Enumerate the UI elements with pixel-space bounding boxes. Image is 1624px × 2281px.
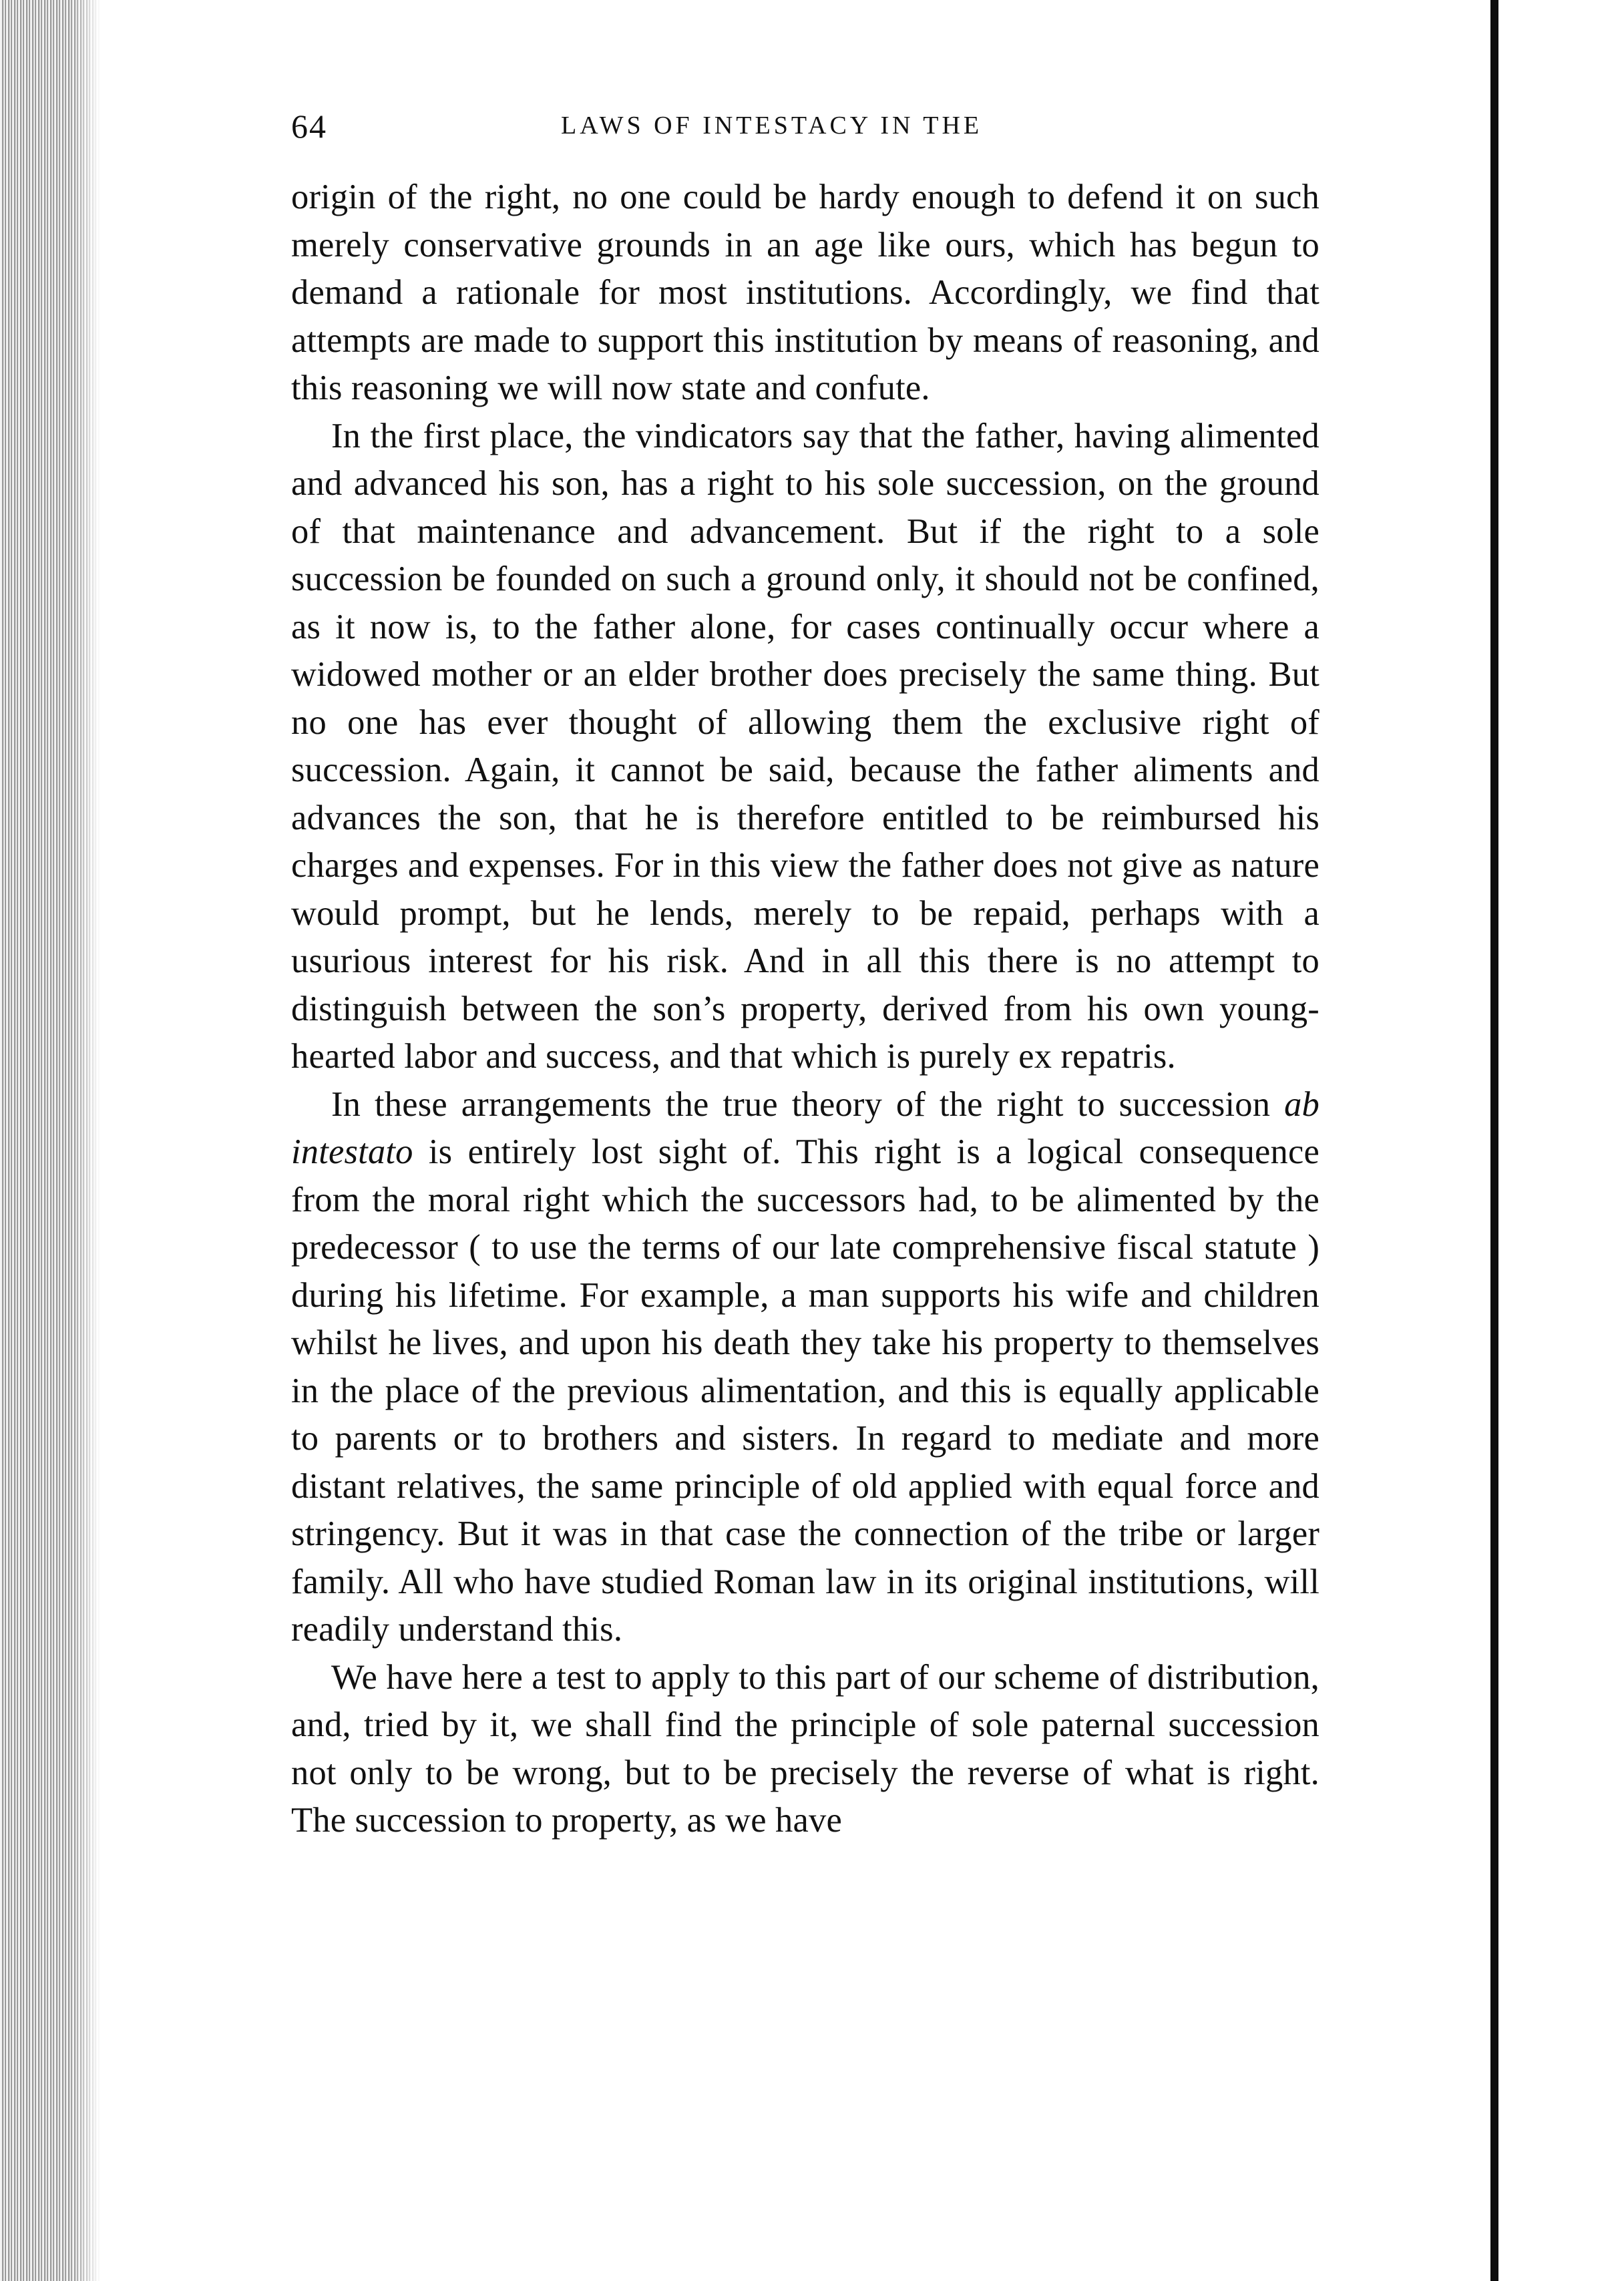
gutter-rule bbox=[1490, 0, 1498, 2281]
page-number: 64 bbox=[291, 108, 327, 145]
paragraph-4: We have here a test to apply to this part of our scheme of distribution, and, tried by it, we shall find the principle of sole paternal succession not only to be wrong, but to be precisely the reverse of what is right. The succession to property, as we have bbox=[291, 1657, 1320, 1840]
body-text bbox=[291, 174, 1320, 1845]
running-title: LAWS OF INTESTACY IN THE bbox=[561, 112, 983, 140]
page-edges bbox=[0, 0, 100, 2281]
book-page bbox=[291, 100, 1320, 1845]
paragraph-3-text-before: In these arrangements the true theory of the right to succession bbox=[331, 1084, 1285, 1124]
running-head bbox=[291, 100, 1320, 154]
paragraph-3 bbox=[291, 1081, 1320, 1654]
latin-phrase: ab intestato bbox=[291, 1084, 1320, 1171]
paragraph-1: origin of the right, no one could be hardy enough to defend it on such merely conservative grounds in an age like ours, which has begun to demand a rationale for most institutions. Accordingly, we find that attempts are made to support this institution by means of reasoning, and this reasoning we will now state and confute. bbox=[291, 178, 1320, 407]
facing-page-edge bbox=[1498, 0, 1624, 2281]
paragraph-3-text-after: is entirely lost sight of. This right is a logical consequence from the moral right which the successors had, to be alimented by the predecessor ( to use the terms of our late comprehensive fiscal statute ) during his lifetime. For example, a man supports his wife and children whilst he lives, and upon his death they take his property to themselves in the place of the previous alimentation, and this is equally applicable to parents or to brothers and sisters. In regard to mediate and more distant relatives, the same principle of old applied with equal force and stringency. But it was in that case the connection of the tribe or larger family. All who have studied Roman law in its original institutions, will readily understand this. bbox=[291, 1132, 1320, 1649]
paragraph-2: In the first place, the vindicators say that the father, having alimented and advanced his son, has a right to his sole succession, on the ground of that maintenance and advancement. But if the right to a sole succession be founded on such a ground only, it should not be confined, as it now is, to the father alone, for cases continually occur where a widowed mother or an elder brother does precisely the same thing. But no one has ever thought of allowing them the exclusive right of succession. Again, it cannot be said, because the father aliments and advances the son, that he is therefore entitled to be reimbursed his charges and expenses. For in this view the father does not give as nature would prompt, but he lends, merely to be repaid, perhaps with a usurious interest for his risk. And in all this there is no attempt to distinguish between the son’s property, derived from his own young-hearted labor and success, and that which is purely ex repatris. bbox=[291, 416, 1320, 1076]
